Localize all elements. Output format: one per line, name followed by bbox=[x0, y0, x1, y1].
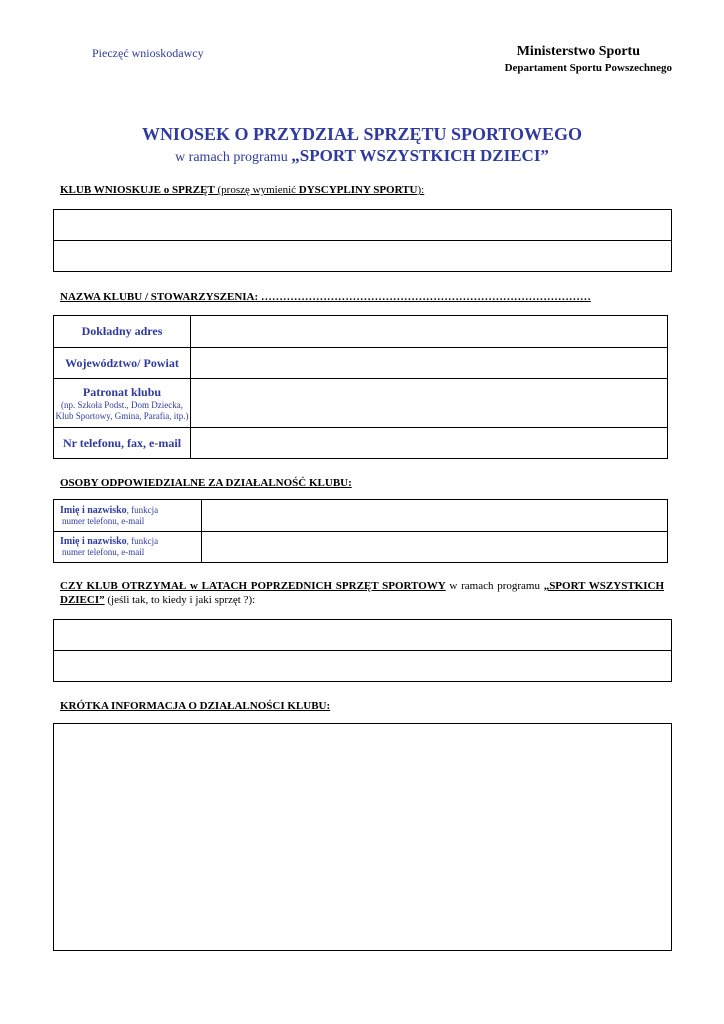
responsible-2-field[interactable] bbox=[202, 532, 668, 563]
table-row bbox=[54, 532, 668, 563]
club-name-label: NAZWA KLUBU / STOWARZYSZENIA: ……………………………………………………………………………… bbox=[60, 291, 591, 303]
equipment-label-disciplines: DYSCYPLINY SPORTU bbox=[298, 184, 418, 196]
question-program: „SPORT WSZYSTKICH DZIECI” bbox=[60, 580, 664, 606]
previous-equipment-field-1[interactable] bbox=[53, 619, 672, 651]
responsible-1-line2: numer telefonu, e-mail bbox=[62, 515, 145, 526]
patronage-field[interactable] bbox=[191, 379, 668, 428]
responsible-1-name-label: Imię i nazwisko bbox=[60, 504, 127, 516]
table-row bbox=[54, 428, 668, 459]
section-responsible-label: OSOBY ODPOWIEDZIALNE ZA DZIAŁALNOŚĆ KLUBU: bbox=[60, 477, 352, 489]
address-field[interactable] bbox=[191, 316, 668, 348]
table-row bbox=[54, 316, 668, 348]
responsible-2-rest: , funkcja bbox=[126, 536, 159, 546]
contact-field[interactable] bbox=[191, 428, 668, 459]
club-info-field[interactable] bbox=[53, 723, 672, 951]
table-row bbox=[54, 379, 668, 428]
address-label: Dokładny adres bbox=[54, 316, 191, 348]
voivodeship-label: Województwo/ Powiat bbox=[54, 348, 191, 379]
contact-label: Nr telefonu, fax, e-mail bbox=[54, 428, 191, 459]
question-end: (jeśli tak, to kiedy i jaki sprzęt ?): bbox=[104, 594, 256, 606]
equipment-label-end: ): bbox=[417, 184, 425, 196]
subtitle-prefix: w ramach programu bbox=[175, 150, 292, 165]
question-bold: CZY KLUB OTRZYMAŁ w LATACH POPRZEDNICH SPRZĘT SPORTOWY bbox=[60, 580, 446, 592]
responsible-1-label bbox=[54, 500, 202, 532]
previous-equipment-question bbox=[60, 579, 664, 607]
stamp-label: Pieczęć wnioskodawcy bbox=[92, 46, 204, 60]
table-row bbox=[54, 500, 668, 532]
form-subtitle bbox=[0, 146, 724, 166]
patronage-cell bbox=[54, 379, 191, 428]
responsible-table bbox=[53, 499, 668, 563]
responsible-1-field[interactable] bbox=[202, 500, 668, 532]
equipment-label-bold: KLUB WNIOSKUJE o SPRZĘT bbox=[60, 184, 215, 196]
equipment-field-1[interactable] bbox=[53, 209, 672, 241]
section-club-name-label bbox=[60, 291, 591, 303]
ministry-name: Ministerstwo Sportu bbox=[516, 44, 640, 59]
section-club-info-label: KRÓTKA INFORMACJA O DZIAŁALNOŚCI KLUBU: bbox=[60, 700, 331, 712]
section-equipment-label bbox=[60, 184, 424, 196]
patronage-hint: (np. Szkoła Podst., Dom Dziecka, Klub Sportowy, Gmina, Parafia, itp.) bbox=[55, 399, 189, 421]
equipment-field-2[interactable] bbox=[53, 240, 672, 272]
program-name: „SPORT WSZYSTKICH DZIECI” bbox=[291, 146, 549, 165]
table-row bbox=[54, 348, 668, 379]
patronage-label: Patronat klubu bbox=[82, 384, 162, 399]
form-title: WNIOSEK O PRZYDZIAŁ SPRZĘTU SPORTOWEGO bbox=[141, 124, 583, 144]
club-info-table bbox=[53, 315, 668, 459]
equipment-label-normal: (proszę wymienić bbox=[214, 184, 299, 196]
department-name: Departament Sportu Powszechnego bbox=[504, 62, 672, 74]
responsible-2-label bbox=[54, 532, 202, 563]
voivodeship-field[interactable] bbox=[191, 348, 668, 379]
responsible-1-rest: , funkcja bbox=[126, 504, 159, 515]
responsible-2-name-label: Imię i nazwisko bbox=[60, 536, 127, 547]
question-mid: w ramach programu bbox=[445, 580, 544, 592]
previous-equipment-field-2[interactable] bbox=[53, 650, 672, 682]
responsible-2-line2: numer telefonu, e-mail bbox=[62, 547, 145, 557]
